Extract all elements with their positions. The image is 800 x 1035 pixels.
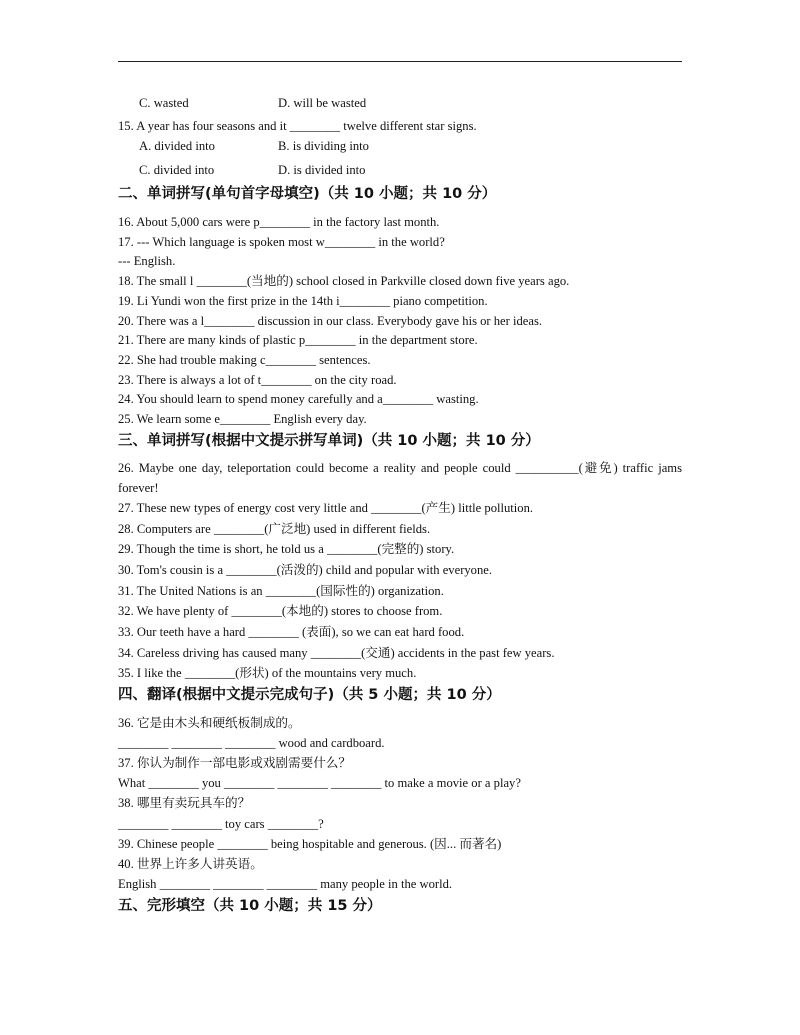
question-32: 32. We have plenty of ________(本地的) stores to choose from.	[118, 604, 443, 618]
question-23: 23. There is always a lot of t________ on the city road.	[118, 373, 397, 387]
option-a: A. divided into	[139, 139, 215, 153]
question-20: 20. There was a l________ discussion in our class. Everybody gave his or her ideas.	[118, 314, 543, 328]
question-26: 26. Maybe one day, teleportation could become a reality and people could __________(避免) traffic jams forever!	[118, 461, 682, 495]
question-16: 16. About 5,000 cars were p________ in the factory last month.	[118, 215, 440, 229]
option-d: D. is divided into	[278, 163, 366, 177]
section-3-heading: 三、单词拼写(根据中文提示拼写单词)（共 10 小题；共 10 分）	[118, 433, 540, 449]
question-36-blanks: ________ ________ ________ wood and cardboard.	[118, 736, 385, 750]
question-38-blanks: ________ ________ toy cars ________?	[118, 817, 324, 831]
question-37-prompt: 37. 你认为制作一部电影或戏剧需要什么？	[118, 756, 351, 770]
section-2-heading: 二、单词拼写(单句首字母填空)（共 10 小题；共 10 分）	[118, 186, 497, 202]
section-5-heading: 五、完形填空（共 10 小题；共 15 分）	[118, 898, 382, 914]
question-18: 18. The small l ________(当地的) school closed in Parkville closed down five years ago.	[118, 274, 570, 288]
question-39: 39. Chinese people ________ being hospitable and generous. (因... 而著名)	[118, 837, 502, 851]
question-30: 30. Tom's cousin is a ________(活泼的) child and popular with everyone.	[118, 563, 493, 577]
question-37-blanks: What ________ you ________ ________ ________ to make a movie or a play?	[118, 776, 521, 790]
question-38-prompt: 38. 哪里有卖玩具车的？	[118, 796, 251, 810]
question-15-stem: 15. A year has four seasons and it ________ twelve different star signs.	[118, 119, 477, 133]
q15-options-cd	[139, 162, 366, 178]
question-34: 34. Careless driving has caused many ________(交通) accidents in the past few years.	[118, 646, 555, 660]
section-4-heading: 四、翻译(根据中文提示完成句子)（共 5 小题；共 10 分）	[118, 687, 501, 703]
header-rule	[118, 61, 682, 62]
question-21: 21. There are many kinds of plastic p________ in the department store.	[118, 333, 478, 347]
question-22: 22. She had trouble making c________ sentences.	[118, 353, 371, 367]
question-40-prompt: 40. 世界上许多人讲英语。	[118, 857, 263, 871]
question-27: 27. These new types of energy cost very little and ________(产生) little pollution.	[118, 501, 534, 515]
question-25: 25. We learn some e________ English every day.	[118, 412, 367, 426]
question-33: 33. Our teeth have a hard ________ (表面), so we can eat hard food.	[118, 625, 465, 639]
question-28: 28. Computers are ________(广泛地) used in different fields.	[118, 522, 431, 536]
question-17-answer: --- English.	[118, 254, 176, 268]
option-b: B. is dividing into	[278, 139, 369, 153]
q14-options-cd	[139, 95, 367, 111]
option-c: C. wasted	[139, 96, 189, 110]
question-19: 19. Li Yundi won the first prize in the 14th i________ piano competition.	[118, 294, 488, 308]
question-17: 17. --- Which language is spoken most w________ in the world?	[118, 235, 445, 249]
question-31: 31. The United Nations is an ________(国际性的) organization.	[118, 584, 444, 598]
question-36-prompt: 36. 它是由木头和硬纸板制成的。	[118, 716, 301, 730]
option-c: C. divided into	[139, 163, 215, 177]
q15-options-ab	[139, 138, 369, 154]
question-29: 29. Though the time is short, he told us a ________(完整的) story.	[118, 542, 455, 556]
question-35: 35. I like the ________(形状) of the mountains very much.	[118, 666, 417, 680]
question-24: 24. You should learn to spend money carefully and a________ wasting.	[118, 392, 479, 406]
option-d: D. will be wasted	[278, 96, 367, 110]
question-40-blanks: English ________ ________ ________ many people in the world.	[118, 877, 453, 891]
